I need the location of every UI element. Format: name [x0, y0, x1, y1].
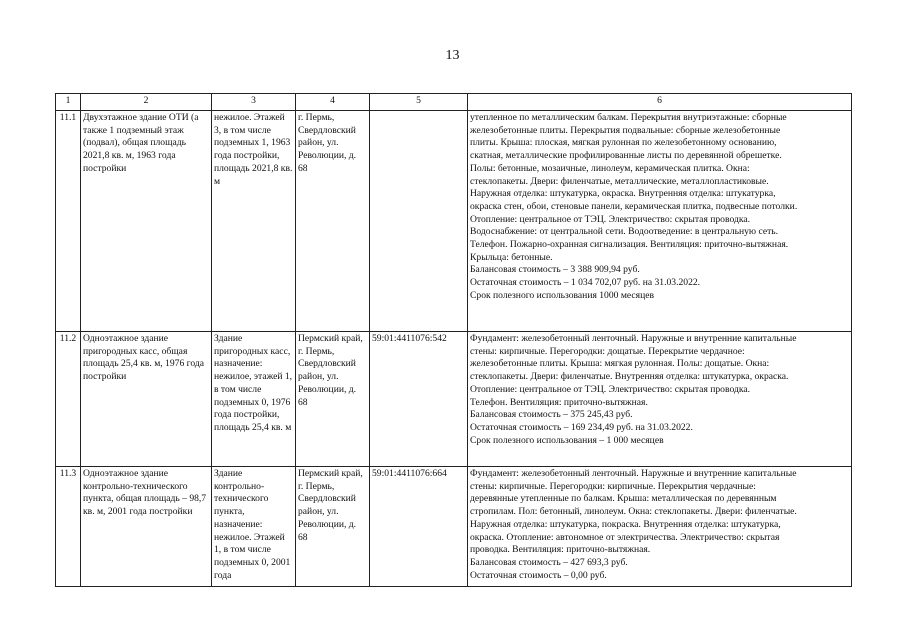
object-characteristics: Здание пригородных касс, назначение: нежилое, этажей 1, в том числе подземных 0, 1976 года постройки, площадь 25,4 кв. м [212, 332, 296, 467]
cadastral-number: 59:01:4411076:542 [370, 332, 468, 467]
description-line: окраска стен, обои, стеновые панели, керамическая плитка, подвесные потолки. [470, 200, 798, 212]
row-number: 11.3 [56, 467, 81, 587]
description-line: Фундамент: железобетонный ленточный. Наружные и внутренние капитальные [470, 468, 797, 479]
description-line: скатная, металлические профилированные листы по деревянной обрешетке. [470, 150, 782, 162]
description-line: стропилам. Пол: бетонный, линолеум. Окна: стеклопакеты. Двери: филенчатые. [470, 506, 797, 518]
table-row [56, 332, 852, 467]
description-line: Телефон. Пожарно-охранная сигнализация. Вентиляция: приточно-вытяжная. [470, 239, 789, 251]
description-line: утепленное по металлическим балкам. Перекрытия внутриэтажные: сборные [470, 112, 787, 123]
description-line: Отопление: центральное от ТЭЦ. Электричество: скрытая проводка. [470, 213, 751, 225]
object-name: Двухэтажное здание ОТИ (а также 1 подземный этаж (подвал), общая площадь 2021,8 кв. м, 1963 года постройки [81, 111, 212, 332]
description-line: стены: кирпичные. Перегородки: дощатые. Перекрытие чердачное: [470, 345, 745, 357]
description-line: Наружная отделка: штукатурка, покраска. Внутренняя отделка: штукатурка, [470, 518, 781, 530]
description-line: Фундамент: железобетонный ленточный. Наружные и внутренние капитальные [470, 333, 797, 344]
description-line: Остаточная стоимость – 0,00 руб. [470, 569, 607, 581]
table-row [56, 467, 852, 587]
row-number: 11.1 [56, 111, 81, 332]
description-line: Водоснабжение: от центральной сети. Водоотведение: в центральную сеть. [470, 226, 779, 238]
object-name: Одноэтажное здание контрольно-технического пункта, общая площадь – 98,7 кв. м, 2001 года постройки [81, 467, 212, 587]
description-line: Остаточная стоимость – 1 034 702,07 руб. на 31.03.2022. [470, 277, 701, 289]
cadastral-number [370, 111, 468, 332]
column-header: 4 [296, 94, 370, 111]
description-line: Балансовая стоимость – 3 388 909,94 руб. [470, 264, 640, 276]
description-line: железобетонные плиты. Крыша: мягкая рулонная. Полы: дощатые. Окна: [470, 358, 770, 370]
object-characteristics: нежилое. Этажей 3, в том числе подземных 1, 1963 года постройки, площадь 2021,8 кв. м [212, 111, 296, 332]
column-header: 6 [468, 94, 852, 111]
description-line: стеклопакеты. Двери: филенчатые, металлические, металлопластиковые. [470, 175, 769, 187]
description-line: Балансовая стоимость – 375 245,43 руб. [470, 409, 633, 421]
column-header: 5 [370, 94, 468, 111]
description-line: Срок полезного использования – 1 000 месяцев [470, 434, 664, 446]
description-line: Срок полезного использования 1000 месяцев [470, 289, 655, 301]
description-line: проводка. Вентиляция: приточно-вытяжная. [470, 544, 651, 556]
cadastral-number: 59:01:4411076:664 [370, 467, 468, 587]
description-line: Отопление: центральное от ТЭЦ. Электричество: скрытая проводка. [470, 383, 751, 395]
description-line: стены: кирпичные. Перегородки: кирпичные. Перекрытия чердачные: [470, 480, 756, 492]
column-header: 1 [56, 94, 81, 111]
description-line: железобетонные плиты. Перекрытия подвальные: сборные железобетонные [470, 124, 781, 136]
description-line: Балансовая стоимость – 427 693,3 руб. [470, 556, 628, 568]
description-line: Крыльца: бетонные. [470, 251, 553, 263]
description-line: Наружная отделка: штукатурка, окраска. Внутренняя отделка: штукатурка, [470, 188, 776, 200]
object-description [468, 111, 852, 332]
column-header: 3 [212, 94, 296, 111]
column-header: 2 [81, 94, 212, 111]
object-address: Пермский край, г. Пермь, Свердловский район, ул. Революции, д. 68 [296, 332, 370, 467]
description-line: Остаточная стоимость – 169 234,49 руб. на 31.03.2022. [470, 421, 693, 433]
description-line: плиты. Крыша: плоская, мягкая рулонная по железобетонному основанию, [470, 137, 777, 149]
object-characteristics: Здание контрольно-технического пункта, назначение: нежилое. Этажей 1, в том числе подземных 0, 2001 года [212, 467, 296, 587]
object-description [468, 332, 852, 467]
description-line: Телефон. Вентиляция: приточно-вытяжная. [470, 396, 648, 408]
object-address: г. Пермь, Свердловский район, ул. Революции, д. 68 [296, 111, 370, 332]
table-row [56, 111, 852, 332]
page-number: 13 [445, 48, 460, 63]
object-name: Одноэтажное здание пригородных касс, общая площадь 25,4 кв. м, 1976 года постройки [81, 332, 212, 467]
table-header-row [56, 94, 852, 111]
description-line: Полы: бетонные, мозаичные, линолеум, керамическая плитка. Окна: [470, 162, 750, 174]
description-line: стеклопакеты. Двери: филенчатые. Внутренняя отделка: штукатурка, окраска. [470, 371, 789, 383]
object-address: Пермский край, г. Пермь, Свердловский район, ул. Революции, д. 68 [296, 467, 370, 587]
description-line: окраска. Отопление: автономное от электричества. Электричество: скрытая [470, 531, 780, 543]
description-line: деревянные утепленные по балкам. Крыша: металлическая по деревянным [470, 493, 777, 505]
object-description [468, 467, 852, 587]
property-registry-table [55, 93, 852, 587]
row-number: 11.2 [56, 332, 81, 467]
